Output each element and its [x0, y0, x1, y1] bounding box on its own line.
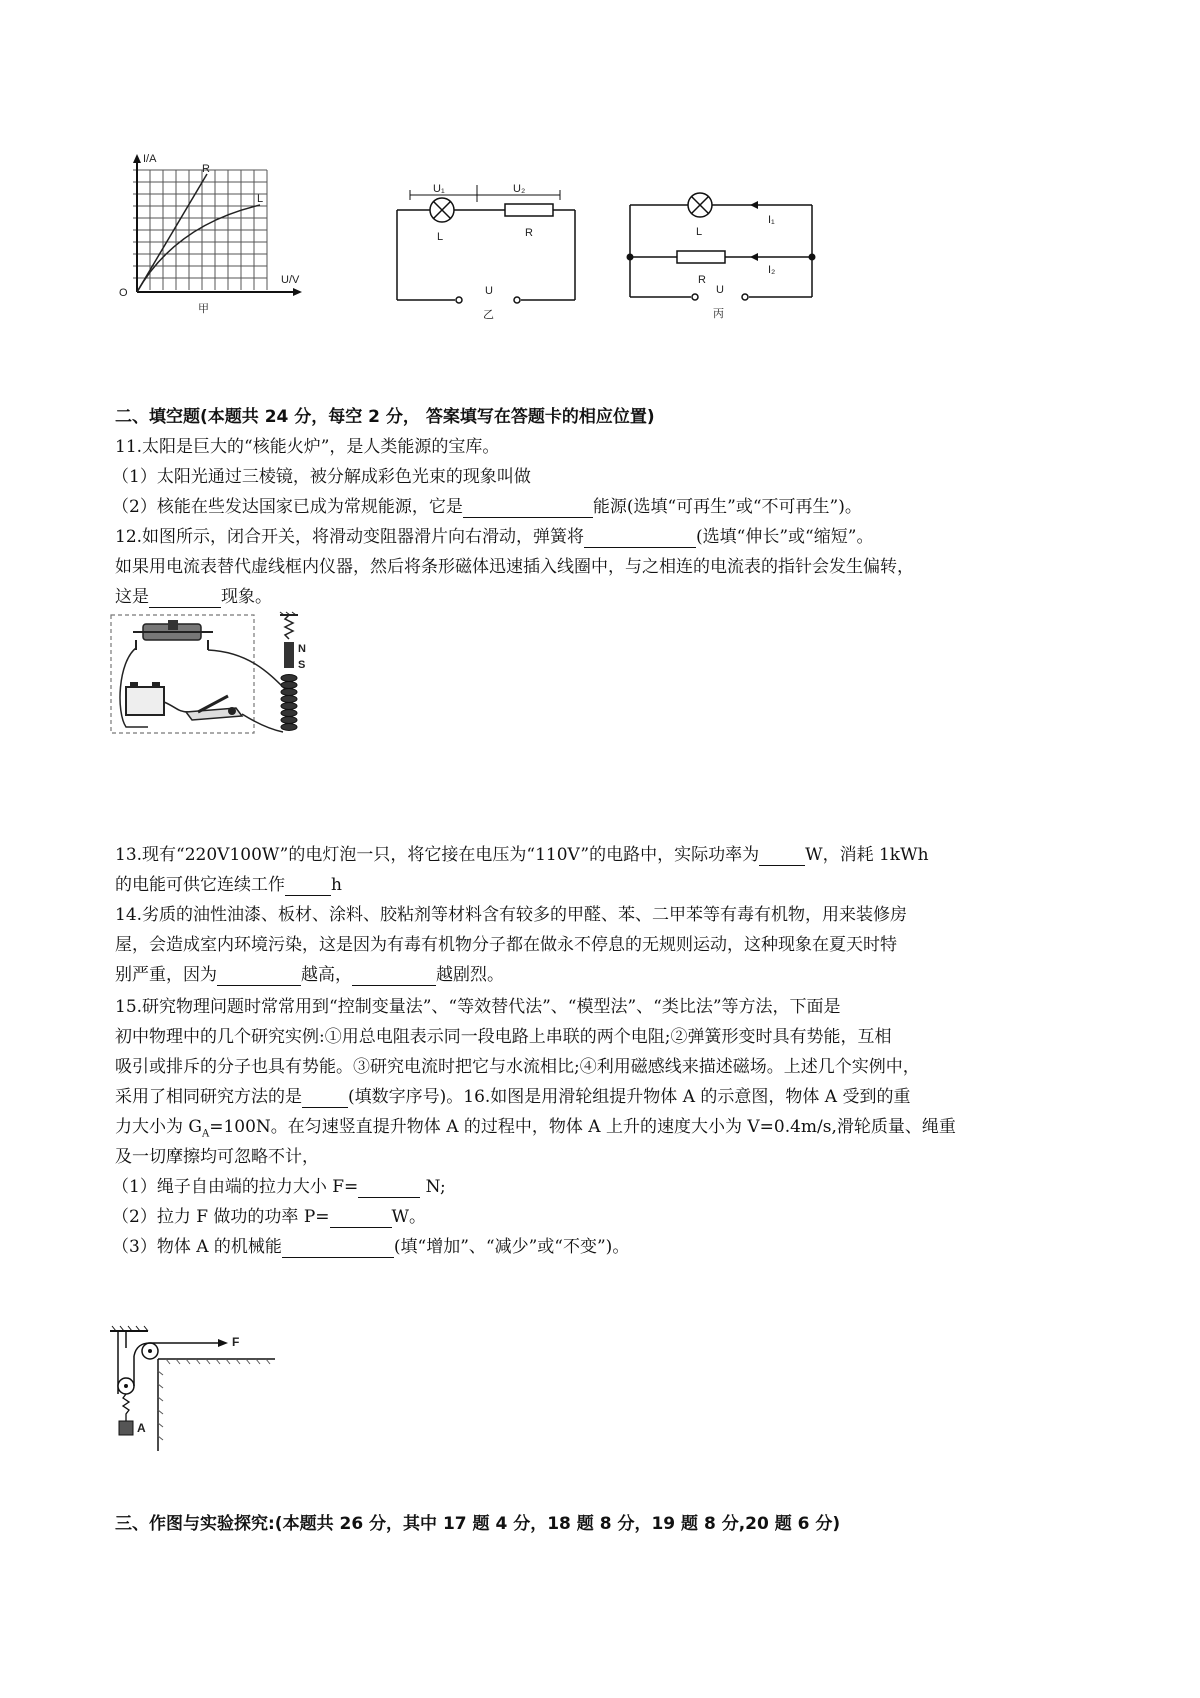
text-segment: =100N。在匀速竖直提升物体 A 的过程中，物体 A 上升的速度大小为 V=0.4m/s,滑轮质量、绳重: [209, 1117, 956, 1137]
text-segment: 的电能可供它连续工作: [115, 875, 285, 895]
subscript: A: [201, 1128, 210, 1140]
answer-blank[interactable]: [584, 529, 696, 548]
section-heading: 二、填空题(本题共 24 分，每空 2 分， 答案填写在答题卡的相应位置): [115, 407, 655, 427]
curve-r-label: R: [202, 163, 210, 175]
text-segment: N;: [425, 1177, 446, 1197]
text-segment: (填“增加”、“减少”或“不变”)。: [393, 1237, 630, 1257]
resistor-label: R: [698, 274, 706, 286]
answer-blank[interactable]: [285, 877, 331, 896]
electromagnet-figure: [108, 612, 318, 762]
source-label: U: [716, 284, 724, 296]
iu-graph-figure: [115, 150, 315, 325]
answer-blank[interactable]: [463, 499, 593, 518]
question-16-part-3: [112, 1236, 629, 1258]
question-16-part-1: [112, 1176, 446, 1198]
question-12-line-2: 如果用电流表替代虚线框内仪器，然后将条形磁体迅速插入线圈中，与之相连的电流表的指针会发生偏转，: [115, 557, 914, 577]
answer-blank[interactable]: [358, 1179, 420, 1198]
force-label: F: [232, 1335, 240, 1349]
lamp-label: L: [696, 226, 703, 238]
magnet-s-label: S: [298, 659, 306, 671]
text-segment: 别严重，因为: [115, 965, 217, 985]
question-12-line-1: [115, 526, 873, 548]
x-axis-label: U/V: [281, 274, 300, 286]
answer-blank[interactable]: [759, 847, 805, 866]
question-13-line-2: [115, 874, 342, 896]
parallel-circuit-figure: [625, 185, 825, 345]
text-segment: 采用了相同研究方法的是: [115, 1087, 302, 1107]
force-arrow: [218, 1339, 228, 1347]
question-16-line-2: 及一切摩擦均可忽略不计，: [115, 1147, 319, 1167]
text-segment: h: [331, 875, 342, 895]
text-segment: 13.现有“220V100W”的电灯泡一只，将它接在电压为“110V”的电路中，实际功率为: [115, 845, 760, 865]
text-segment: (选填“伸长”或“缩短”。: [696, 527, 874, 547]
text-segment: W。: [391, 1207, 426, 1227]
text-segment: 这是: [115, 587, 149, 607]
y-axis-label: I/A: [143, 153, 157, 165]
question-15-line-3: 吸引或排斥的分子也具有势能。③研究电流时把它与水流相比;④利用磁感线来描述磁场。上述几个实例中，: [115, 1057, 920, 1077]
text-segment: W，消耗 1kWh: [805, 845, 929, 865]
text-segment: 越高，: [301, 965, 352, 985]
coil: [281, 675, 297, 731]
figure-caption: 甲: [198, 303, 209, 315]
object-label: A: [137, 1421, 146, 1435]
source-label: U: [485, 285, 493, 297]
question-15-line-4: [115, 1086, 910, 1108]
answer-blank[interactable]: [302, 1089, 348, 1108]
section-heading: 三、作图与实验探究:(本题共 26 分，其中 17 题 4 分，18 题 8 分，19 题 8 分,20 题 6 分): [115, 1514, 841, 1534]
u1-label: U₁: [433, 183, 445, 195]
question-13-line-1: [115, 844, 929, 866]
text-segment: （1）绳子自由端的拉力大小 F=: [112, 1177, 359, 1197]
i2-label: I₂: [768, 264, 776, 276]
text-segment: 力大小为 G: [115, 1117, 202, 1137]
text-segment: （2）核能在些发达国家已成为常规能源，它是: [112, 497, 463, 517]
curve-l-label: L: [257, 193, 264, 205]
object-a: [119, 1421, 133, 1435]
bar-magnet: [284, 642, 294, 668]
answer-blank[interactable]: [217, 967, 301, 986]
pulley-figure: [110, 1326, 310, 1466]
question-15-line-1: 15.研究物理问题时常常用到“控制变量法”、“等效替代法”、“模型法”、“类比法”等方法，下面是: [115, 997, 841, 1017]
lamp-label: L: [437, 231, 444, 243]
answer-blank[interactable]: [282, 1239, 394, 1258]
question-11-part-2: [112, 496, 862, 518]
question-11-stem: 11.太阳是巨大的“核能火炉”，是人类能源的宝库。: [115, 437, 500, 457]
text-segment: 现象。: [221, 587, 272, 607]
battery: [126, 687, 164, 715]
text-segment: (填数字序号)。16.如图是用滑轮组提升物体 A 的示意图，物体 A 受到的重: [348, 1087, 911, 1107]
i1-label: I₁: [768, 214, 775, 226]
spring: [285, 615, 293, 639]
answer-blank[interactable]: [352, 967, 436, 986]
question-11-part-1: （1）太阳光通过三棱镜，被分解成彩色光束的现象叫做: [112, 467, 531, 487]
figure-caption: 乙: [483, 309, 494, 321]
origin-label: O: [119, 287, 128, 299]
resistor-label: R: [525, 227, 533, 239]
magnet-n-label: N: [298, 643, 306, 655]
curve-r: [137, 174, 207, 292]
text-segment: 能源(选填“可再生”或“不可再生”)。: [592, 497, 862, 517]
text-segment: （2）拉力 F 做功的功率 P=: [112, 1207, 330, 1227]
text-segment: 12.如图所示，闭合开关，将滑动变阻器滑片向右滑动，弹簧将: [115, 527, 585, 547]
question-16-line-1: [115, 1116, 956, 1145]
series-circuit-figure: [395, 183, 595, 340]
text-segment: （3）物体 A 的机械能: [112, 1237, 282, 1257]
question-14-line-3: [115, 964, 504, 986]
answer-blank[interactable]: [149, 589, 221, 608]
question-14-line-2: 屋，会造成室内环境污染，这是因为有毒有机物分子都在做永不停息的无规则运动，这种现象在夏天时特: [115, 935, 897, 955]
question-15-line-2: 初中物理中的几个研究实例:①用总电阻表示同一段电路上串联的两个电阻;②弹簧形变时具有势能，互相: [115, 1027, 892, 1047]
answer-blank[interactable]: [330, 1209, 392, 1228]
question-12-line-3: [115, 586, 272, 608]
question-16-part-2: [112, 1206, 426, 1228]
text-segment: 越剧烈。: [436, 965, 504, 985]
question-14-line-1: 14.劣质的油性油漆、板材、涂料、胶粘剂等材料含有较多的甲醛、苯、二甲苯等有毒有机物，用来装修房: [115, 905, 908, 925]
u2-label: U₂: [513, 183, 526, 195]
figure-caption: 丙: [713, 308, 724, 320]
